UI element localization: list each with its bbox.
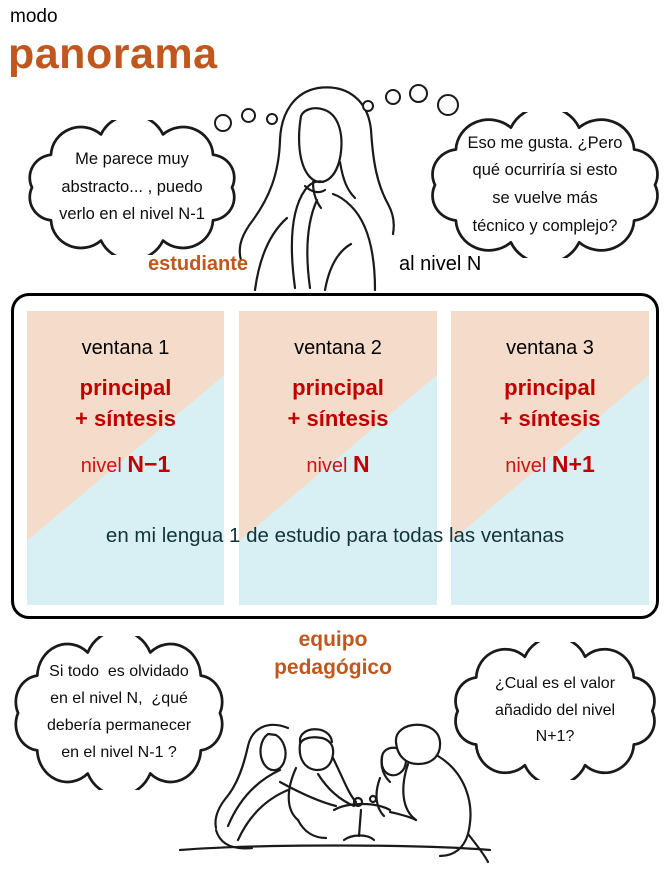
mode-label: modo (10, 6, 58, 27)
panel-level (27, 451, 224, 478)
panel-title: ventana 2 (294, 337, 382, 359)
bubble-line: técnico y complejo? (472, 216, 618, 235)
team-label (233, 626, 433, 682)
student-level-note: al nivel N (399, 253, 482, 275)
panel-level (239, 451, 437, 478)
bubble-line: en el nivel N, ¿qué (50, 690, 188, 708)
team-label-line: equipo (298, 628, 368, 651)
student-label: estudiante (148, 253, 249, 275)
thought-trail-dot (241, 108, 256, 123)
bubble-line: verlo en el nivel N-1 (59, 205, 205, 224)
bubble-line: añadido del nivel (494, 701, 616, 719)
panel-level-value: N+1 (551, 451, 595, 477)
panel-main-label: principal (292, 375, 384, 400)
bubble-line: debería permanecer (46, 717, 192, 734)
panel-synthesis-label: + síntesis (499, 406, 601, 431)
thought-trail-dot (266, 113, 278, 125)
panel-ventana-3 (451, 311, 649, 605)
bubble-line: abstracto... , puedo (61, 177, 203, 196)
panel-level-value: N (353, 451, 370, 477)
thought-trail-dot (409, 84, 428, 103)
team-left-thought-bubble (8, 636, 230, 790)
windows-box (11, 293, 659, 619)
panel-level-prefix: nivel (306, 455, 354, 477)
thought-trail-dot (385, 89, 401, 105)
bubble-line: se vuelve más (492, 189, 598, 207)
thought-trail-dot (362, 100, 374, 112)
team-right-thought-bubble (448, 642, 662, 780)
bubble-line: Si todo es olvidado (49, 663, 189, 681)
panel-level-prefix: nivel (80, 455, 128, 477)
windows-box-caption: en mi lengua 1 de estudio para todas las ventanas (105, 524, 565, 547)
panel-title: ventana 3 (506, 337, 594, 359)
panel-synthesis-label: + síntesis (75, 406, 176, 431)
bubble-line: N+1? (535, 728, 575, 746)
panel-ventana-2 (239, 311, 437, 605)
student-left-thought-bubble (22, 120, 242, 255)
panel-level-prefix: nivel (505, 455, 552, 477)
bubble-line: Me parece muy (75, 149, 189, 168)
panel-ventana-1 (27, 311, 224, 605)
panel-main-label: principal (79, 375, 172, 400)
panel-level-value: N−1 (127, 451, 171, 477)
student-right-thought-bubble (424, 112, 666, 258)
team-label-line: pedagógico (274, 655, 392, 679)
bubble-line: qué ocurriría si esto (472, 161, 618, 180)
panel-main-label: principal (504, 375, 596, 400)
panel-level (451, 451, 649, 478)
panel-synthesis-label: + síntesis (287, 406, 389, 431)
page-title: panorama (8, 30, 218, 78)
bubble-line: ¿Cual es el valor (494, 674, 616, 692)
panel-title: ventana 1 (81, 337, 170, 359)
bubble-line: en el nivel N-1 ? (61, 743, 177, 761)
bubble-line: Eso me gusta. ¿Pero (467, 133, 623, 152)
